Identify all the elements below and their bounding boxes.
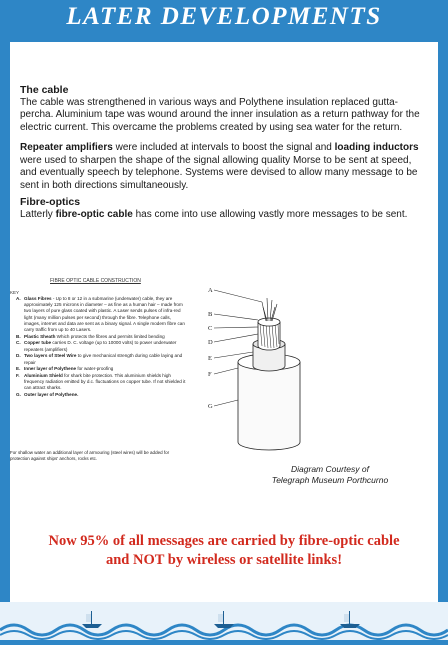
callout-label-g: G xyxy=(208,403,213,410)
key-letter: B. xyxy=(16,333,21,339)
key-item xyxy=(10,353,188,365)
key-letter: A. xyxy=(16,296,21,301)
key-name: Aluminium Shield xyxy=(24,372,63,378)
decorative-footer xyxy=(0,602,448,640)
key-item xyxy=(10,296,188,333)
ship-icon xyxy=(340,611,360,628)
key-text: carries D. C. voltage (up to 10000 volts) to power underwater repeaters (amplifiers) xyxy=(24,340,177,352)
key-text: Which protects the fibres and permits limited bending xyxy=(55,333,165,339)
callout-label-e: E xyxy=(208,355,212,362)
key-text: for water-proofing xyxy=(76,366,114,372)
key-letter: D. xyxy=(16,353,21,359)
key-label: KEY xyxy=(10,290,20,295)
title-banner xyxy=(0,0,448,40)
callout-label-f: F xyxy=(208,371,212,378)
key-name: Outer layer of Polythene. xyxy=(24,392,79,398)
credit-line-2: Telegraph Museum Porthcurno xyxy=(271,475,389,485)
repeaters-text-2: were used to sharpen the shape of the signal allowing quality Morse to be sent at speed, and eventually speech by telephone. Systems were devised to allow many message to be sent in both directions simultaneously. xyxy=(20,154,418,191)
steel-wire-top xyxy=(258,318,280,326)
key-name: Two layers of Steel Wire xyxy=(24,353,77,359)
credit-line-1: Diagram Courtesy of xyxy=(291,464,369,474)
glass-fibres xyxy=(262,298,277,321)
key-item xyxy=(10,334,188,340)
fibre-bold: fibre-optic cable xyxy=(55,208,133,220)
key-text: to give mechanical strength during cable laying and repair xyxy=(24,353,183,365)
outer-sheath xyxy=(238,362,300,450)
content-panel xyxy=(10,42,438,602)
callout-label-c: C xyxy=(208,325,213,332)
fibre-heading: Fibre-optics xyxy=(20,196,81,208)
ship-icon xyxy=(214,611,234,628)
key-item xyxy=(10,392,188,398)
cable-section xyxy=(20,84,425,134)
key-name: Plastic Sheath xyxy=(24,333,56,339)
callout-label-d: D xyxy=(208,339,213,346)
wave-ships-border xyxy=(0,602,448,640)
callout-label-b: B xyxy=(208,311,213,318)
fibre-text-2: has come into use allowing vastly more messages to be sent. xyxy=(132,208,408,220)
key-name: Glass Fibres xyxy=(24,296,52,301)
cable-heading: The cable xyxy=(20,84,69,96)
repeaters-text-1: were included at intervals to boost the signal and xyxy=(112,142,335,153)
shallow-water-note: For shallow water an additional layer of armouring (steel wires) will be added for protection against ships' anchors, rocks etc. xyxy=(10,450,170,461)
loading-inductors: loading inductors xyxy=(334,142,419,153)
key-letter: G. xyxy=(16,392,21,398)
fibre-section xyxy=(20,196,425,221)
key-name: Inner layer of Polythene xyxy=(24,366,77,372)
key-letter: C. xyxy=(16,340,21,346)
key-item xyxy=(10,366,188,372)
key-text: - Up to 8 or 12 in a submarine (underwater) cable, they are approximately 125 microns in diameter – as fine as a human hair – made from two layers of pure glass coated with plastic. A Laser sends pulses of infra-red light (many million pulses per second) through the fibre. Telephone calls, images, internet and data are sent as a binary signal. A single modern fibre can carry traffic from up to 40 Lasers. xyxy=(24,296,185,333)
callout-label-a: A xyxy=(208,287,213,294)
cable-text: The cable was strengthened in various ways and Polythene insulation replaced gutta-percha. Aluminium tape was wound around the inner insulation as a return pathway for the electric current. This overcame the problems created by using sea water for the return. xyxy=(20,96,420,133)
figure-title: FIBRE OPTIC CABLE CONSTRUCTION xyxy=(50,278,141,284)
fibre-text-1: Latterly xyxy=(20,208,56,220)
ship-icon xyxy=(82,611,102,628)
slogan xyxy=(10,532,438,570)
fibre-text xyxy=(20,209,425,222)
slogan-line-1: Now 95% of all messages are carried by fibre-optic cable xyxy=(48,533,400,549)
key-text: for shark bite protection. This aluminium shields high frequency radiation emitted by d.c. fluctuations on copper tube. If not shielded it can attract sharks. xyxy=(24,372,186,391)
slogan-line-2: and NOT by wireless or satellite links! xyxy=(105,552,343,568)
repeaters-section xyxy=(20,142,425,192)
key-name: Copper tube xyxy=(24,340,52,346)
key-item xyxy=(10,340,188,352)
diagram-credit xyxy=(265,464,395,486)
cable-diagram xyxy=(192,282,312,452)
key-letter: F. xyxy=(16,372,20,378)
key-list xyxy=(10,296,188,399)
key-letter: E. xyxy=(16,366,21,372)
key-item xyxy=(10,373,188,392)
page-title: LATER DEVELOPMENTS xyxy=(66,3,382,30)
repeaters-lead: Repeater amplifiers xyxy=(20,142,113,153)
